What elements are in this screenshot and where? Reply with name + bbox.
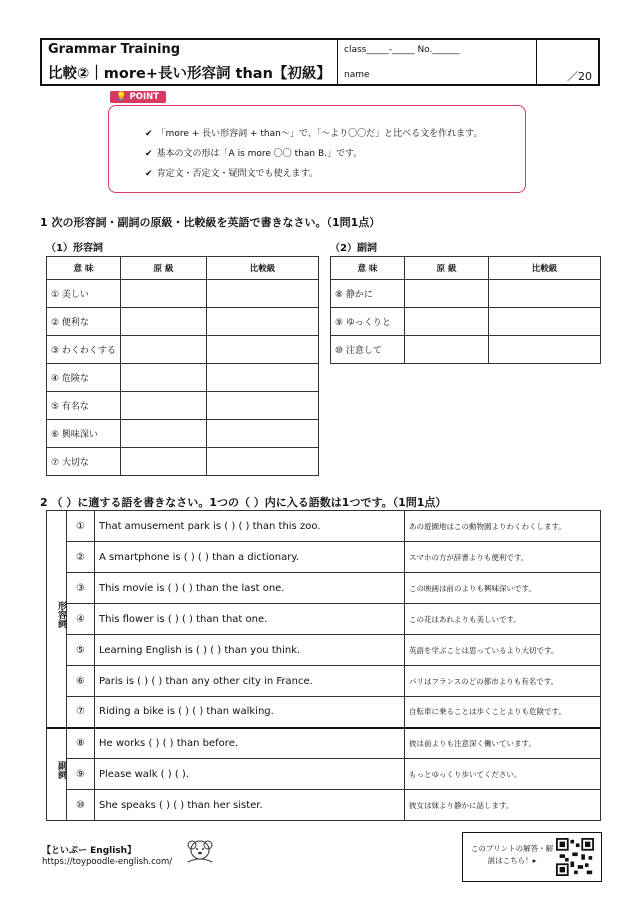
header-positive: 原 級 [121,257,207,280]
check-icon: ✔ [145,169,153,179]
question-translation: パリはフランスのどの都市よりも有名です。 [405,666,601,697]
answer-cell[interactable] [405,336,489,364]
meaning-cell: ⑦ 大切な [47,448,121,476]
table-row [47,308,319,336]
question-translation: 彼は前よりも注意深く働いています。 [405,728,601,759]
adverb-label: （2）副詞 [330,243,377,254]
group-label-adverb: 副詞 [47,728,67,821]
question-number: ⑥ [67,666,95,697]
table-row [47,759,601,790]
question-sentence[interactable]: Please walk ( ) ( ). [95,759,405,790]
answer-cell[interactable] [121,280,207,308]
question-sentence[interactable]: Paris is ( ) ( ) than any other city in France. [95,666,405,697]
meaning-cell: ④ 危険な [47,364,121,392]
point-tag: 💡 POINT [110,91,166,103]
answer-cell[interactable] [207,280,319,308]
question-sentence[interactable]: That amusement park is ( ) ( ) than this zoo. [95,511,405,542]
table-row [331,308,601,336]
answer-cell[interactable] [207,448,319,476]
check-icon: ✔ [145,129,153,139]
question-sentence[interactable]: This flower is ( ) ( ) than that one. [95,604,405,635]
table-row [47,635,601,666]
name-field[interactable]: name [344,70,370,80]
header-meaning: 意 味 [47,257,121,280]
table-row [47,542,601,573]
question-number: ⑤ [67,635,95,666]
table-row [331,280,601,308]
table-row [47,666,601,697]
question-number: ⑩ [67,790,95,821]
poodle-logo-icon [180,836,220,866]
question-translation: 英語を学ぶことは思っているより大切です。 [405,635,601,666]
group-label-adjective: 形容詞 [47,511,67,728]
question-number: ⑧ [67,728,95,759]
adjective-table [46,256,319,476]
answer-cell[interactable] [121,336,207,364]
class-number-field[interactable]: class_____-_____ No.______ [344,45,460,55]
answer-link-text: このプリントの解答・解説はこちら！▸ [470,844,554,865]
question-number: ③ [67,573,95,604]
point-line-3: ✔ 肯定文・否定文・疑問文でも使えます。 [145,169,318,179]
question-number: ⑦ [67,697,95,728]
section1-title: 1 次の形容詞・副詞の原級・比較級を英語で書きなさい。（1問1点） [40,216,381,229]
question-translation: スマホの方が辞書よりも便利です。 [405,542,601,573]
class-name-cell [338,40,537,84]
meaning-cell: ③ わくわくする [47,336,121,364]
answer-cell[interactable] [121,448,207,476]
table-row [47,392,319,420]
table-row [47,448,319,476]
answer-cell[interactable] [489,280,601,308]
score-cell [537,40,598,84]
question-sentence[interactable]: Riding a bike is ( ) ( ) than walking. [95,697,405,728]
meaning-cell: ② 便利な [47,308,121,336]
question-number: ⑨ [67,759,95,790]
meaning-cell: ⑥ 興味深い [47,420,121,448]
table-row [47,511,601,542]
question-sentence[interactable]: A smartphone is ( ) ( ) than a dictionary. [95,542,405,573]
answer-cell[interactable] [207,308,319,336]
question-sentence[interactable]: She speaks ( ) ( ) than her sister. [95,790,405,821]
meaning-cell: ⑤ 有名な [47,392,121,420]
header-comparative: 比較級 [489,257,601,280]
series-title: Grammar Training [48,42,181,57]
question-translation: あの遊園地はこの動物園よりわくわくします。 [405,511,601,542]
table-row [47,420,319,448]
check-icon: ✔ [145,149,153,159]
question-number: ④ [67,604,95,635]
table-row [47,728,601,759]
header-comparative: 比較級 [207,257,319,280]
question-translation: 彼女は妹より静かに話します。 [405,790,601,821]
adverb-table [330,256,601,364]
total-score: ／20 [567,70,592,83]
answer-cell[interactable] [207,336,319,364]
table-row [47,364,319,392]
point-line-2: ✔ 基本の文の形は「A is more 〇〇 than B.」です。 [145,149,363,159]
table-row [47,604,601,635]
answer-link-box[interactable] [462,832,602,882]
question-sentence[interactable]: He works ( ) ( ) than before. [95,728,405,759]
point-box [108,105,526,193]
question-translation: 自転車に乗ることは歩くことよりも危険です。 [405,697,601,728]
meaning-cell: ⑨ ゆっくりと [331,308,405,336]
question-sentence[interactable]: Learning English is ( ) ( ) than you think. [95,635,405,666]
header-box [40,38,600,86]
lightbulb-icon: 💡 [116,92,127,102]
meaning-cell: ① 美しい [47,280,121,308]
question-number: ② [67,542,95,573]
answer-cell[interactable] [121,420,207,448]
answer-cell[interactable] [489,308,601,336]
table-row [47,697,601,728]
table-row [47,790,601,821]
title-cell [42,40,338,84]
question-sentence[interactable]: This movie is ( ) ( ) than the last one. [95,573,405,604]
adjective-label: （1）形容詞 [46,243,103,254]
question-translation: もっとゆっくり歩いてください。 [405,759,601,790]
table-row [47,573,601,604]
header-positive: 原 級 [405,257,489,280]
table-row [47,280,319,308]
qr-code-icon[interactable] [556,838,594,876]
meaning-cell: ⑩ 注意して [331,336,405,364]
answer-cell[interactable] [121,364,207,392]
meaning-cell: ⑧ 静かに [331,280,405,308]
header-meaning: 意 味 [331,257,405,280]
answer-cell[interactable] [405,308,489,336]
worksheet-title: 比較②｜more+長い形容詞 than【初級】 [48,66,331,82]
question-number: ① [67,511,95,542]
answer-cell[interactable] [207,420,319,448]
answer-cell[interactable] [207,392,319,420]
answer-cell[interactable] [207,364,319,392]
section2-title: 2 （ ）に適する語を書きなさい。1つの（ ）内に入る語数は1つです。（1問1点） [40,496,447,509]
answer-cell[interactable] [121,308,207,336]
answer-cell[interactable] [405,280,489,308]
table-row [331,336,601,364]
point-line-1: ✔ 「more + 長い形容詞 + than〜」で、「〜より〇〇だ」と比べる文を作れます。 [145,129,483,139]
answer-cell[interactable] [121,392,207,420]
site-url[interactable]: https://toypoodle-english.com/ [42,857,173,867]
answer-cell[interactable] [489,336,601,364]
table-row [47,336,319,364]
question-translation: この映画は前のよりも興味深いです。 [405,573,601,604]
brand-name: 【といぷー English】 [42,846,137,856]
question-translation: この花はあれよりも美しいです。 [405,604,601,635]
fill-in-table [46,510,601,821]
